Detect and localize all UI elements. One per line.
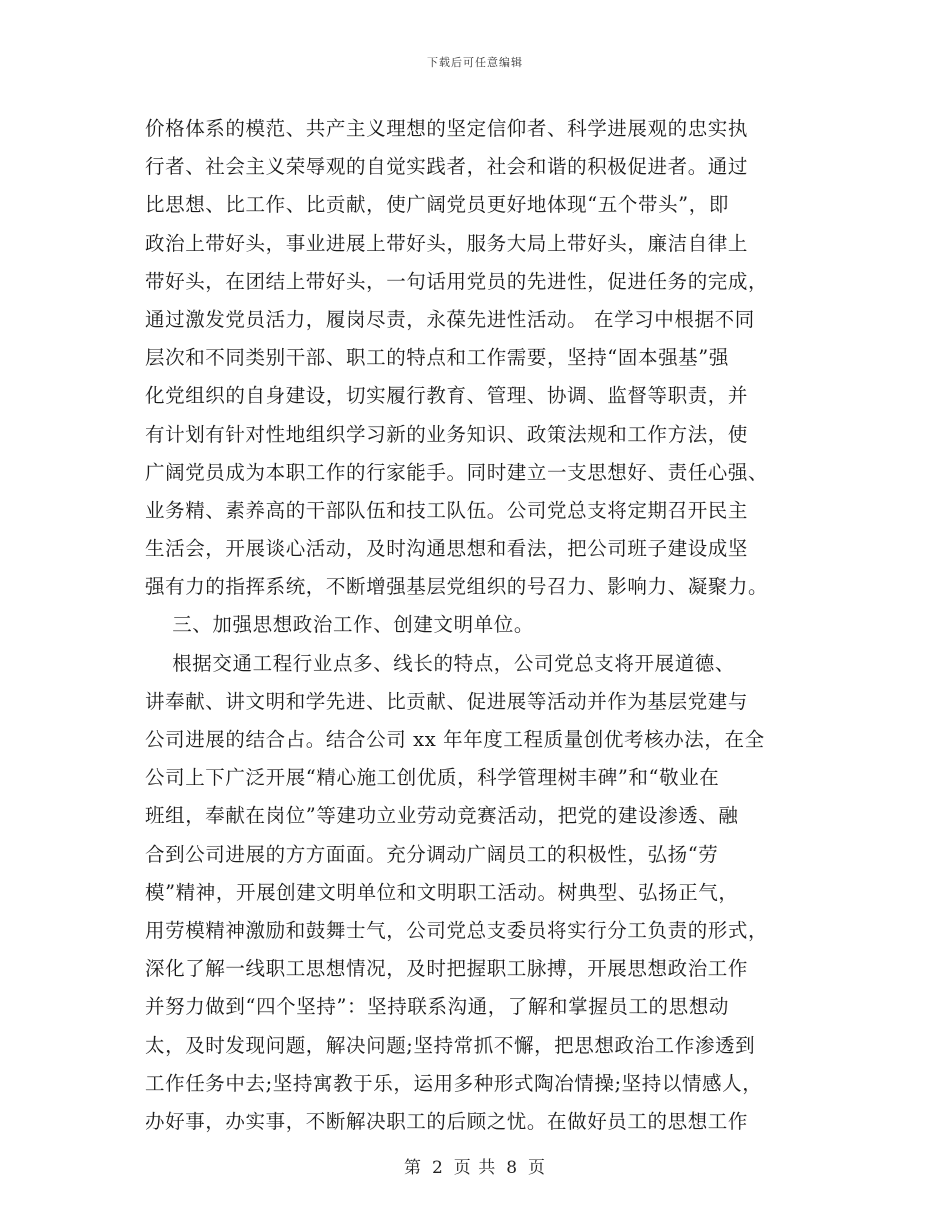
text-line: 公司进展的结合占。结合公司 xx 年年度工程质量创优考核办法，在全 (145, 728, 765, 751)
text-line: 太，及时发现问题，解决问题;坚持常抓不懈，把思想政治工作渗透到 (145, 1033, 756, 1057)
page-header: 下载后可任意编辑 (427, 56, 523, 69)
current-page-number: 2 (431, 1158, 444, 1178)
page-footer (0, 1153, 950, 1178)
text-line: 广阔党员成为本职工作的行家能手。同时建立一支思想好、责任心强、 (145, 460, 769, 484)
text-line: 带好头，在团结上带好头，一句话用党员的先进性，促进任务的完成， (145, 269, 769, 293)
text-line: 生活会，开展谈心活动，及时沟通思想和看法，把公司班子建设成坚 (145, 537, 749, 561)
text-line: 班组，奉献在岗位”等建功立业劳动竞赛活动，把党的建设渗透、融 (145, 804, 739, 828)
text-line: 模”精神，开展创建文明单位和文明职工活动。树典型、弘扬正气， (145, 880, 739, 904)
text-line: 强有力的指挥系统，不断增强基层党组织的号召力、影响力、凝聚力。 (145, 575, 769, 599)
text-line: 讲奉献、讲文明和学先进、比贡献、促进展等活动并作为基层党建与 (145, 689, 749, 713)
text-line: 通过激发党员活力，履岗尽责，永葆先进性活动。 在学习中根据不同 (145, 307, 755, 331)
text-line: 合到公司进展的方方面面。充分调动广阔员工的积极性，弘扬“劳 (145, 842, 719, 866)
text-line: 工作任务中去;坚持寓教于乐，运用多种形式陶冶情操;坚持以情感人， (145, 1071, 763, 1095)
text-line: 并努力做到“四个坚持”：坚持联系沟通，了解和掌握员工的思想动 (145, 995, 729, 1019)
footer-middle: 页 共 (453, 1158, 497, 1178)
text-line: 行者、社会主义荣辱观的自觉实践者，社会和谐的积极促进者。通过 (145, 155, 749, 179)
text-line: 化党组织的自身建设，切实履行教育、管理、协调、监督等职责，并 (145, 384, 749, 408)
text-line: 公司上下广泛开展“精心施工创优质，科学管理树丰碑”和“敬业在 (145, 766, 720, 790)
footer-prefix: 第 (403, 1158, 422, 1178)
text-line: 比思想、比工作、比贡献，使广阔党员更好地体现“五个带头”，即 (145, 193, 729, 217)
text-line: 政治上带好头，事业进展上带好头，服务大局上带好头，廉洁自律上 (145, 231, 749, 255)
text-line: 有计划有针对性地组织学习新的业务知识、政策法规和工作方法，使 (145, 422, 749, 446)
text-line: 办好事，办实事，不断解决职工的后顾之忧。在做好员工的思想工作 (145, 1109, 749, 1133)
section-heading: 三、加强思想政治工作、创建文明单位。 (145, 613, 534, 637)
text-line: 业务精、素养高的干部队伍和技工队伍。公司党总支将定期召开民主 (145, 498, 749, 522)
footer-suffix: 页 (528, 1158, 547, 1178)
total-page-count: 8 (506, 1158, 519, 1178)
document-body (145, 110, 810, 1141)
text-line: 价格体系的模范、共产主义理想的坚定信仰者、科学进展观的忠实执 (145, 117, 749, 140)
text-line: 层次和不同类别干部、职工的特点和工作需要，坚持“固本强基”强 (145, 346, 729, 370)
text-line: 用劳模精神激励和鼓舞士气，公司党总支委员将实行分工负责的形式， (145, 918, 769, 942)
text-line: 深化了解一线职工思想情况，及时把握职工脉搏，开展思想政治工作 (145, 957, 749, 981)
text-line: 根据交通工程行业点多、线长的特点，公司党总支将开展道德、 (145, 651, 735, 675)
